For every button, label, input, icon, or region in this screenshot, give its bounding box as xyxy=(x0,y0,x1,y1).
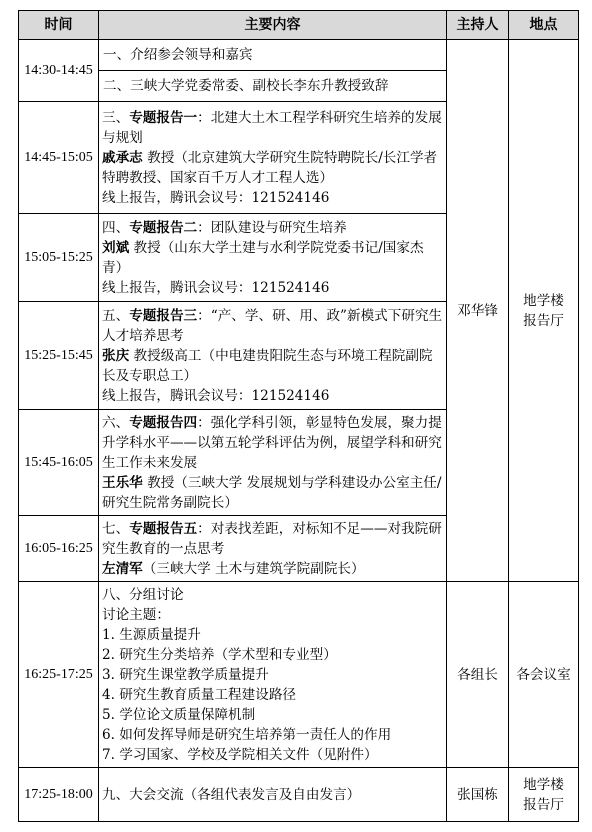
speaker: 张庆 教授级高工（中电建贵阳院生态与环境工程院副院长及专职总工） xyxy=(102,347,433,384)
header-content: 主要内容 xyxy=(99,11,447,40)
topic-item: 2. 研究生分类培养（学术型和专业型） xyxy=(102,646,337,663)
time-cell: 15:25-15:45 xyxy=(19,302,99,410)
discussion-subheading: 讨论主题： xyxy=(102,606,170,623)
schedule-table xyxy=(18,10,579,822)
topic-item: 1. 生源质量提升 xyxy=(102,626,201,643)
time-cell: 16:05-16:25 xyxy=(19,516,99,582)
topic-item: 3. 研究生课堂教学质量提升 xyxy=(102,666,269,683)
topic-item: 7. 学习国家、学校及学院相关文件（见附件） xyxy=(102,746,378,763)
venue-text: 地学楼报告厅 xyxy=(523,292,564,329)
host-cell: 邓华锋 xyxy=(447,40,509,582)
online-info: 线上报告，腾讯会议号：121524146 xyxy=(102,387,330,404)
header-time: 时间 xyxy=(19,11,99,40)
online-info: 线上报告，腾讯会议号：121524146 xyxy=(102,279,330,296)
report-title: 六、专题报告四：强化学科引领，彰显特色发展，聚力提升学科水平——以第五轮学科评估为例，展望学科和研究生工作未来发展 xyxy=(102,414,442,471)
content-cell xyxy=(99,410,447,516)
topic-item: 4. 研究生教育质量工程建设路径 xyxy=(102,686,297,703)
speaker: 左清军（三峡大学 土木与建筑学院副院长） xyxy=(102,560,365,577)
content-cell xyxy=(99,214,447,302)
header-host: 主持人 xyxy=(447,11,509,40)
topic-item: 6. 如何发挥导师是研究生培养第一责任人的作用 xyxy=(102,726,392,743)
speaker: 戚承志 教授（北京建筑大学研究生院特聘院长/长江学者特聘教授、国家百千万人才工程人选） xyxy=(102,149,438,186)
report-title: 三、专题报告一：北建大土木工程学科研究生培养的发展与规划 xyxy=(102,109,442,146)
table-row xyxy=(19,40,579,102)
content-cell xyxy=(99,102,447,214)
time-cell: 15:05-15:25 xyxy=(19,214,99,302)
time-cell: 14:30-14:45 xyxy=(19,40,99,102)
content-cell xyxy=(99,582,447,768)
report-title: 七、专题报告五：对表找差距，对标知不足——对我院研究生教育的一点思考 xyxy=(102,520,442,557)
time-cell: 17:25-18:00 xyxy=(19,768,99,822)
content-cell xyxy=(99,302,447,410)
venue-cell xyxy=(509,768,579,822)
host-cell: 各组长 xyxy=(447,582,509,768)
host-cell: 张国栋 xyxy=(447,768,509,822)
header-venue: 地点 xyxy=(509,11,579,40)
content-cell xyxy=(99,40,447,102)
report-title: 五、专题报告三：“产、学、研、用、政”新模式下研究生人才培养思考 xyxy=(102,307,443,344)
venue-cell xyxy=(509,40,579,582)
speaker: 王乐华 教授（三峡大学 发展规划与学科建设办公室主任/研究生院常务副院长） xyxy=(102,474,442,511)
speaker: 刘斌 教授（山东大学土建与水利学院党委书记/国家杰青） xyxy=(102,239,424,276)
content-cell: 九、大会交流（各组代表发言及自由发言） xyxy=(99,768,447,822)
table-row xyxy=(19,768,579,822)
report-title: 四、专题报告二：团队建设与研究生培养 xyxy=(102,219,347,236)
agenda-item: 一、介绍参会领导和嘉宾 xyxy=(103,47,253,63)
online-info: 线上报告，腾讯会议号：121524146 xyxy=(102,189,330,206)
time-cell: 14:45-15:05 xyxy=(19,102,99,214)
time-cell: 15:45-16:05 xyxy=(19,410,99,516)
discussion-heading: 八、分组讨论 xyxy=(102,586,184,603)
table-row xyxy=(19,582,579,768)
agenda-item: 二、三峡大学党委常委、副校长李东升教授致辞 xyxy=(99,70,446,101)
time-cell: 16:25-17:25 xyxy=(19,582,99,768)
content-cell xyxy=(99,516,447,582)
venue-text: 地学楼报告厅 xyxy=(523,776,564,813)
topic-item: 5. 学位论文质量保障机制 xyxy=(102,706,256,723)
venue-cell: 各会议室 xyxy=(509,582,579,768)
header-row xyxy=(19,11,579,40)
